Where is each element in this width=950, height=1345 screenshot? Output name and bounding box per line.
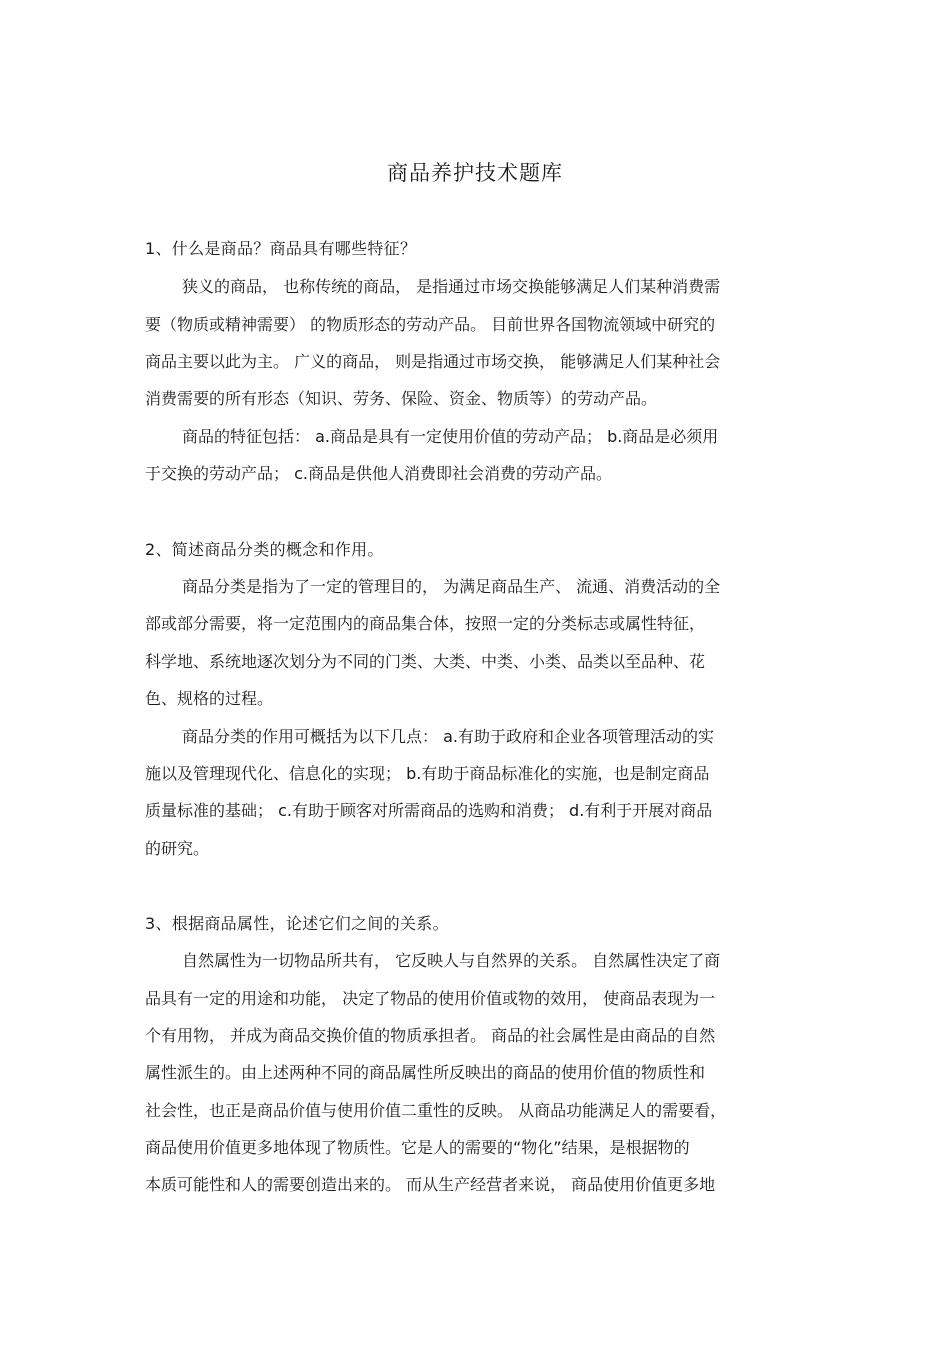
question-heading-1: 1、什么是商品？商品具有哪些特征？ [145,239,417,258]
question-heading-3: 3、根据商品属性，论述它们之间的关系。 [145,914,449,933]
paragraph-line: 商品使用价值更多地体现了物质性。它是人的需要的“物化”结果，是根据物的 [145,1138,690,1157]
paragraph-line: 个有用物， 并成为商品交换价值的物质承担者。 商品的社会属性是由商品的自然 [145,1026,716,1045]
paragraph-line: 消费需要的所有形态（知识、劳务、保险、资金、物质等）的劳动产品。 [145,389,658,408]
paragraph-line: 质量标准的基础； c.有助于顾客对所需商品的选购和消费； d.有利于开展对商品 [145,801,713,820]
paragraph-line: 自然属性为一切物品所共有， 它反映人与自然界的关系。 自然属性决定了商 [182,951,721,970]
paragraph-line: 部或部分需要，将一定范围内的商品集合体，按照一定的分类标志或属性特征， [145,614,706,633]
paragraph-line: 商品分类是指为了一定的管理目的， 为满足商品生产、 流通、消费活动的全 [182,577,721,596]
paragraph-line: 要（物质或精神需要） 的物质形态的劳动产品。 目前世界各国物流领域中研究的 [145,315,716,334]
paragraph-line: 色、规格的过程。 [145,689,274,708]
paragraph-line: 商品的特征包括： a.商品是具有一定使用价值的劳动产品； b.商品是必须用 [182,427,719,446]
paragraph-line: 科学地、系统地逐次划分为不同的门类、大类、中类、小类、品类以至品种、花 [145,652,706,671]
paragraph-line: 的研究。 [145,839,210,858]
paragraph-line: 施以及管理现代化、信息化的实现； b.有助于商品标准化的实施，也是制定商品 [145,764,710,783]
document-title: 商品养护技术题库 [387,161,563,185]
paragraph-line: 品具有一定的用途和功能， 决定了物品的使用价值或物的效用， 使商品表现为一 [145,989,716,1008]
question-heading-2: 2、简述商品分类的概念和作用。 [145,540,384,559]
paragraph-line: 商品分类的作用可概括为以下几点： a.有助于政府和企业各项管理活动的实 [182,727,714,746]
paragraph-line: 属性派生的。由上述两种不同的商品属性所反映出的商品的使用价值的物质性和 [145,1063,706,1082]
paragraph-line: 于交换的劳动产品； c.商品是供他人消费即社会消费的劳动产品。 [145,464,612,483]
paragraph-line: 狭义的商品， 也称传统的商品， 是指通过市场交换能够满足人们某种消费需 [182,277,721,296]
paragraph-line: 社会性，也正是商品价值与使用价值二重性的反映。 从商品功能满足人的需要看， [145,1101,727,1120]
paragraph-line: 本质可能性和人的需要创造出来的。 而从生产经营者来说， 商品使用价值更多地 [145,1175,716,1194]
paragraph-line: 商品主要以此为主。 广义的商品， 则是指通过市场交换， 能够满足人们某种社会 [145,352,721,371]
